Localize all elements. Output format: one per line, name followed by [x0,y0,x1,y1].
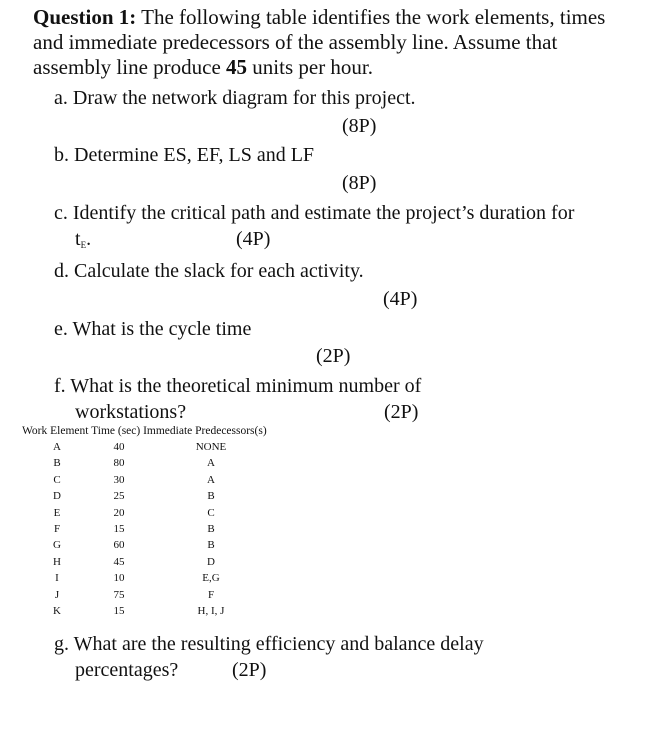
part-g-points: (2P) [232,659,267,681]
table-cell-element: C [53,473,61,486]
part-d-text: d. Calculate the slack for each activity. [54,260,364,282]
table-cell-predecessors: B [207,523,215,535]
table-cell-predecessors: B [207,539,215,552]
question-label: Question 1: [33,5,137,29]
table-cell-element: I [55,572,59,585]
table-cell-time: 15 [113,523,125,535]
question-text-3b: units per hour. [252,55,374,79]
table-cell-element: E [53,506,61,519]
table-cell-element: F [53,523,61,535]
table-cell-predecessors: A [207,473,215,486]
part-g-text-2: percentages? [75,659,179,681]
question-line-2: and immediate predecessors of the assembly line. Assume that [33,30,558,54]
table-cell-element: K [53,605,61,617]
units-per-hour: 45 [226,55,248,79]
part-e-points: (2P) [316,345,351,367]
table-cell-predecessors: C [207,506,215,519]
table-cell-element: D [53,490,61,503]
table-cell-predecessors: B [207,490,215,503]
part-a-points: (8P) [342,115,377,137]
part-c-points: (4P) [236,228,271,250]
table-cell-time: 25 [113,490,125,503]
part-b-text: b. Determine ES, EF, LS and LF [54,144,315,166]
table-cell-element: H [53,555,61,568]
table-cell-time: 80 [113,457,125,470]
part-e-text: e. What is the cycle time [54,318,252,340]
table-cell-element: B [53,457,61,470]
part-f-text-2: workstations? [75,401,187,423]
table-cell-predecessors: H, I, J [197,605,225,617]
table-cell-time: 10 [113,572,125,585]
table-header: Work Element Time (sec) Immediate Predecessors(s) [22,425,267,437]
question-text-3a: assembly line produce [33,55,221,79]
part-c-text: c. Identify the critical path and estimate the project’s duration for [54,202,575,224]
table-cell-time: 60 [113,539,125,552]
table-cell-time: 20 [113,506,125,519]
table-cell-element: J [54,588,60,601]
part-a-text: a. Draw the network diagram for this project. [54,87,416,109]
question-text-1: The following table identifies the work elements, times [141,5,606,29]
table-cell-time: 45 [113,555,125,568]
part-f-text-1: f. What is the theoretical minimum number of [54,375,422,397]
part-g-text-1: g. What are the resulting efficiency and balance delay [54,633,484,655]
table-cell-predecessors: NONE [195,441,227,453]
part-c-te: $t_E$. [75,228,92,250]
part-f-points: (2P) [384,401,419,423]
part-b-points: (8P) [342,172,377,194]
table-cell-predecessors: A [207,457,215,470]
table-cell-element: A [53,441,61,453]
table-cell-element: G [53,539,61,552]
table-cell-time: 40 [113,441,125,453]
table-cell-predecessors: D [207,555,215,568]
table-cell-time: 15 [113,605,125,617]
table-cell-predecessors: F [207,588,215,601]
question-line-1 [33,5,605,30]
question-line-3 [33,55,373,80]
table-cell-time: 75 [113,588,125,601]
table-cell-time: 30 [113,473,125,486]
table-cell-predecessors: E,G [202,572,220,585]
part-d-points: (4P) [383,288,418,310]
